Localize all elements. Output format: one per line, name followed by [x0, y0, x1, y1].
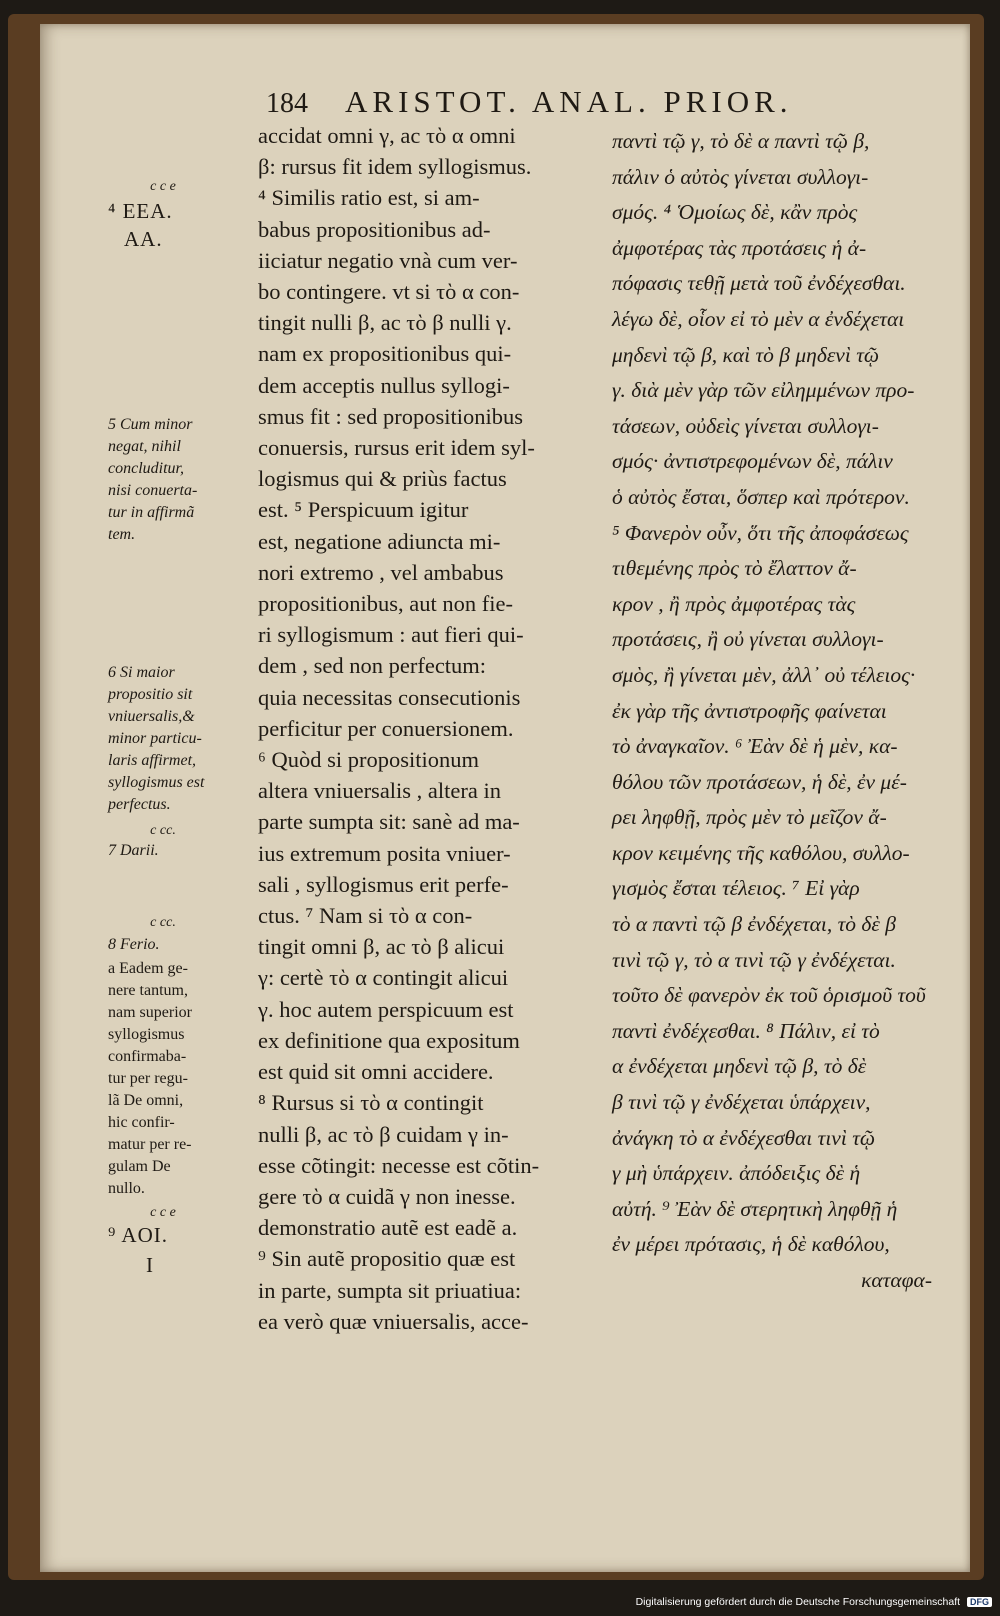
page-number: 184	[266, 88, 308, 119]
greek-line: κρον κειμένης τῆς καθόλου, συλλο-	[612, 840, 910, 865]
greek-line: παντὶ ἐνδέχεσθαι. ⁸ Πάλιν, εἰ τὸ	[612, 1018, 880, 1043]
greek-line: ἀνάγκη τὸ α ἐνδέχεσθαι τινὶ τῷ	[612, 1125, 876, 1150]
latin-line: ea verò quæ vniuersalis, acce-	[258, 1308, 529, 1334]
greek-line: προτάσεις, ἢ οὐ γίνεται συλλογι-	[612, 627, 884, 652]
latin-line: babus propositionibus ad-	[258, 216, 491, 242]
greek-line: κρον , ἢ πρὸς ἀμφοτέρας τὰς	[612, 591, 856, 616]
latin-line: est, negatione adiuncta mi-	[258, 528, 501, 554]
latin-line: ⁶ Quòd si propositionum	[258, 747, 479, 773]
page-header	[266, 84, 906, 120]
latin-column	[258, 120, 606, 1337]
margin-note: nullo.	[108, 1180, 145, 1197]
margin-note: vniuersalis,&	[108, 708, 195, 725]
latin-line: perficitur per conuersionem.	[258, 715, 514, 741]
latin-line: tingit nulli β, ac τὸ β nulli γ.	[258, 310, 512, 336]
greek-line: τάσεων, οὐδεὶς γίνεται συλλογι-	[612, 413, 879, 438]
greek-line: α ἐνδέχεται μηδενὶ τῷ β, τὸ δὲ	[612, 1054, 867, 1079]
greek-line: ⁵ Φανερὸν οὖν, ὅτι τῆς ἀποφάσεως	[612, 520, 909, 545]
latin-line: β: rursus fit idem syllogismus.	[258, 154, 532, 180]
latin-line: ⁹ Sin autẽ propositio quæ est	[258, 1246, 516, 1272]
running-title: ARISTOT. ANAL. PRIOR.	[345, 84, 793, 119]
margin-note: 8 Ferio.	[108, 936, 160, 953]
margin-note: tur in affirmã	[108, 504, 195, 521]
dfg-logo: DFG	[967, 1597, 992, 1607]
greek-line: β τινὶ τῷ γ ἐνδέχεται ὑπάρχειν,	[612, 1090, 871, 1115]
latin-line: ius extremum posita vniuer-	[258, 840, 511, 866]
latin-line: ⁴ Similis ratio est, si am-	[258, 185, 480, 211]
greek-line: αὐτή. ⁹ Ἐὰν δὲ στερητικὴ ληφθῇ ἡ	[612, 1196, 898, 1221]
latin-line: parte sumpta sit: sanè ad ma-	[258, 809, 520, 835]
digitization-footer	[0, 1596, 992, 1616]
greek-line: καταφα-	[861, 1268, 932, 1292]
greek-line: θόλου τῶν προτάσεων, ἡ δὲ, ἐν μέ-	[612, 769, 907, 794]
margin-note: nere tantum,	[108, 982, 188, 999]
greek-line: τοῦτο δὲ φανερὸν ἐκ τοῦ ὁρισμοῦ τοῦ	[612, 983, 926, 1008]
footer-credit: Digitalisierung gefördert durch die Deutsche Forschungsgemeinschaft	[635, 1596, 961, 1609]
greek-line: γ. διὰ μὲν γὰρ τῶν εἰλημμένων προ-	[612, 378, 915, 403]
latin-line: ri syllogismum : aut fieri qui-	[258, 622, 524, 648]
latin-line: tingit omni β, ac τὸ β alicui	[258, 934, 505, 960]
latin-line: logismus qui & priùs factus	[258, 466, 507, 492]
margin-note: 6 Si maior	[108, 664, 175, 681]
greek-line: γισμὸς ἔσται τέλειος. ⁷ Εἰ γὰρ	[612, 876, 860, 901]
greek-line: μηδενὶ τῷ β, καὶ τὸ β μηδενὶ τῷ	[612, 342, 880, 367]
greek-line: τιθεμένης πρὸς τὸ ἔλαττον ἄ-	[612, 556, 857, 581]
margin-note: tur per regu-	[108, 1070, 188, 1087]
latin-line: est quid sit omni accidere.	[258, 1059, 494, 1085]
margin-note: confirmaba-	[108, 1048, 187, 1065]
greek-line: τινὶ τῷ γ, τὸ α τινὶ τῷ γ ἐνδέχεται.	[612, 947, 896, 972]
margin-note: c cc.	[150, 823, 176, 838]
margin-note: syllogismus	[108, 1026, 185, 1043]
greek-line: ἐν μέρει πρότασις, ἡ δὲ καθόλου,	[612, 1232, 890, 1257]
latin-line: γ. hoc autem perspicuum est	[258, 996, 514, 1022]
margin-note: matur per re-	[108, 1136, 192, 1153]
latin-line: bo contingere. vt si τὸ α con-	[258, 279, 520, 305]
latin-line: dem , sed non perfectum:	[258, 653, 487, 679]
margin-note: tem.	[108, 526, 136, 543]
margin-note: nisi conuerta-	[108, 482, 198, 499]
latin-line: γ: certè τὸ α contingit alicui	[258, 965, 509, 991]
margin-note: minor particu-	[108, 730, 202, 747]
latin-line: est. ⁵ Perspicuum igitur	[258, 497, 469, 523]
latin-line: smus fit : sed propositionibus	[258, 403, 524, 429]
margin-note: propositio sit	[108, 686, 193, 703]
greek-line: γ μὴ ὑπάρχειν. ἀπόδειξις δὲ ἡ	[612, 1161, 861, 1186]
latin-line: ex definitione qua expositum	[258, 1027, 520, 1053]
margin-note: nam superior	[108, 1004, 192, 1021]
margin-note: ⁹ AOI.	[108, 1223, 168, 1247]
latin-line: conuersis, rursus erit idem syl-	[258, 435, 535, 461]
margin-note: hic confir-	[108, 1114, 175, 1131]
greek-line: σμός· ἀντιστρεφομένων δὲ, πάλιν	[612, 449, 893, 474]
margin-note: I	[146, 1253, 154, 1277]
margin-note: 5 Cum minor	[108, 416, 193, 433]
margin-note: ⁴ EEA.	[108, 199, 173, 223]
greek-line: σμός. ⁴ Ὁμοίως δὲ, κἂν πρὸς	[612, 200, 858, 225]
margin-note: c cc.	[150, 915, 176, 930]
greek-line: πόφασις τεθῇ μετὰ τοῦ ἐνδέχεσθαι.	[612, 271, 906, 296]
margin-note: syllogismus est	[108, 774, 205, 791]
latin-line: accidat omni γ, ac τὸ α omni	[258, 123, 516, 148]
latin-line: ctus. ⁷ Nam si τὸ α con-	[258, 903, 473, 929]
latin-line: ⁸ Rursus si τὸ α contingit	[258, 1090, 484, 1116]
greek-line: παντὶ τῷ γ, τὸ δὲ α παντὶ τῷ β,	[612, 129, 870, 153]
margin-note: negat, nihil	[108, 438, 181, 455]
latin-line: altera vniuersalis , altera in	[258, 778, 502, 804]
latin-line: nori extremo , vel ambabus	[258, 559, 504, 585]
latin-line: in parte, sumpta sit priuatiua:	[258, 1277, 522, 1303]
book-page	[40, 24, 970, 1572]
greek-line: ἐκ γὰρ τῆς ἀντιστροφῆς φαίνεται	[612, 698, 887, 723]
margin-note: lã De omni,	[108, 1092, 184, 1109]
greek-line: σμὸς, ἢ γίνεται μὲν, ἀλλ᾽ οὐ τέλειος·	[612, 662, 916, 687]
greek-line: ρει ληφθῇ, πρὸς μὲν τὸ μεῖζον ἄ-	[612, 805, 887, 830]
greek-line: λέγω δὲ, οἷον εἰ τὸ μὲν α ἐνδέχεται	[612, 306, 905, 331]
latin-line: gere τὸ α cuidã γ non inesse.	[258, 1183, 516, 1209]
greek-line: ἀμφοτέρας τὰς προτάσεις ἡ ἀ-	[612, 235, 867, 260]
latin-line: esse cõtingit: necesse est cõtin-	[258, 1152, 540, 1178]
margin-note: c c e	[150, 179, 176, 194]
margin-note: concluditur,	[108, 460, 184, 477]
greek-line: τὸ ἀναγκαῖον. ⁶ Ἐὰν δὲ ἡ μὲν, κα-	[612, 734, 898, 759]
margin-note: AA.	[124, 227, 163, 251]
latin-line: demonstratio autẽ est eadẽ a.	[258, 1215, 518, 1241]
margin-note: perfectus.	[108, 796, 171, 813]
latin-line: quia necessitas consecutionis	[258, 684, 521, 710]
margin-note: a Eadem ge-	[108, 960, 188, 977]
margin-note: gulam De	[108, 1158, 171, 1175]
greek-line: ὁ αὐτὸς ἔσται, ὅσπερ καὶ πρότερον.	[612, 484, 910, 509]
latin-line: propositionibus, aut non fie-	[258, 591, 513, 617]
margin-note: laris affirmet,	[108, 752, 197, 769]
latin-line: nulli β, ac τὸ β cuidam γ in-	[258, 1121, 509, 1147]
margin-note: 7 Darii.	[108, 842, 159, 859]
latin-line: sali , syllogismus erit perfe-	[258, 871, 509, 897]
margin-note: c c e	[150, 1205, 176, 1220]
latin-line: nam ex propositionibus qui-	[258, 341, 512, 367]
greek-column	[612, 124, 942, 1299]
greek-line: τὸ α παντὶ τῷ β ἐνδέχεται, τὸ δὲ β	[612, 912, 896, 937]
latin-line: dem acceptis nullus syllogi-	[258, 372, 510, 398]
latin-line: iiciatur negatio vnà cum ver-	[258, 247, 518, 273]
greek-line: πάλιν ὁ αὐτὸς γίνεται συλλογι-	[612, 164, 869, 189]
